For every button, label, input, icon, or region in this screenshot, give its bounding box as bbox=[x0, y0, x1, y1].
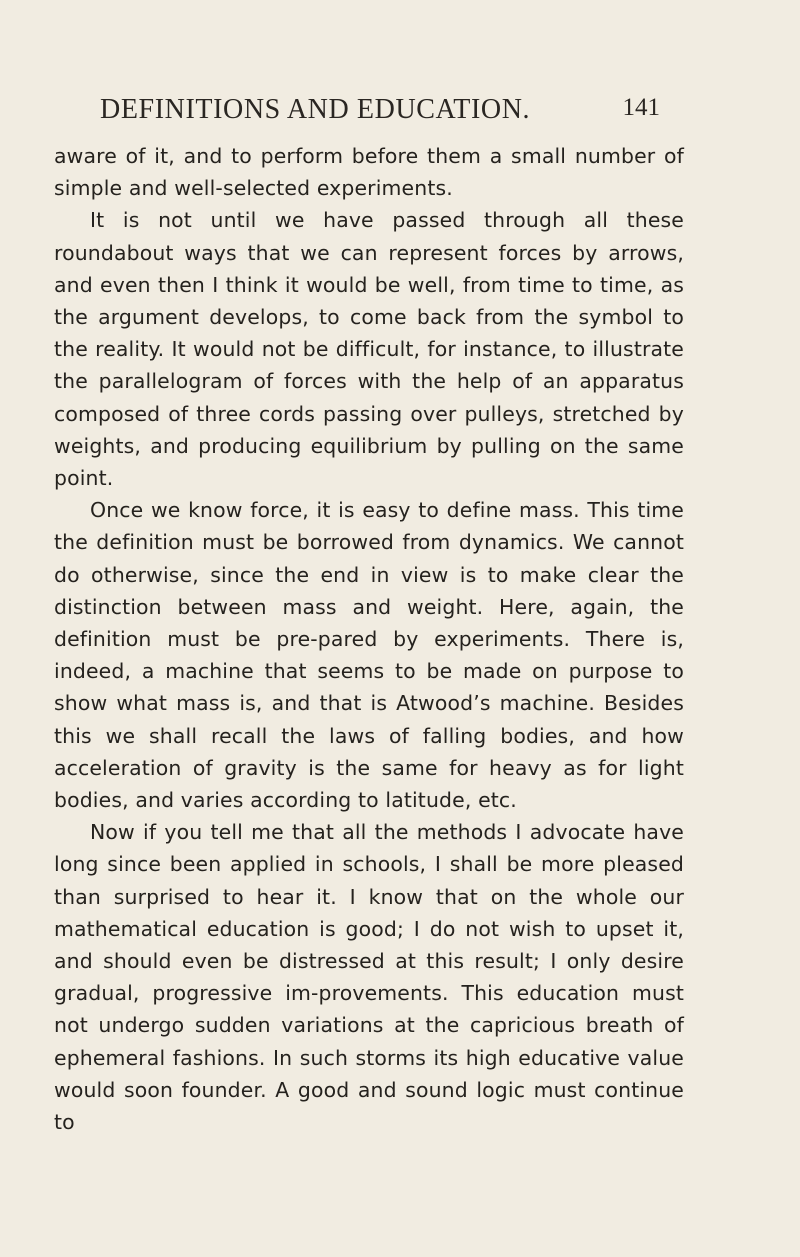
paragraph-forces-arrows: It is not until we have passed through all these roundabout ways that we can represent forces by arrows, and even then I think it would be well, from time to time, as the argument develops, to come back from the symbol to the reality. It would not be difficult, for instance, to illustrate the parallelogram of forces with the help of an apparatus composed of three cords passing over pulleys, stretched by weights, and producing equilibrium by pulling on the same point. bbox=[54, 208, 684, 491]
running-title: DEFINITIONS AND EDUCATION. bbox=[100, 94, 531, 125]
paragraph-continuation: aware of it, and to perform before them a small number of simple and well-selected experiments. bbox=[54, 144, 684, 201]
paragraph-mass-definition: Once we know force, it is easy to define mass. This time the definition must be borrowed from dynamics. We cannot do otherwise, since the end in view is to make clear the distinction between mass and weight. Here, again, the definition must be pre-pared by experiments. There is, indeed, a machine that seems to be made on purpose to show what mass is, and that is Atwood’s machine. Besides this we shall recall the laws of falling bodies, and how acceleration of gravity is the same for heavy as for light bodies, and varies according to latitude, etc. bbox=[54, 498, 684, 813]
running-head bbox=[100, 94, 660, 134]
page-number: 141 bbox=[622, 94, 660, 121]
body-text bbox=[54, 140, 684, 1138]
paragraph-methods-advocated: Now if you tell me that all the methods I advocate have long since been applied in schools, I shall be more pleased than surprised to hear it. I know that on the whole our mathematical education is good; I do not wish to upset it, and should even be distressed at this result; I only desire gradual, progressive im-provements. This education must not undergo sudden variations at the capricious breath of ephemeral fashions. In such storms its high educative value would soon founder. A good and sound logic must continue to bbox=[54, 820, 684, 1135]
